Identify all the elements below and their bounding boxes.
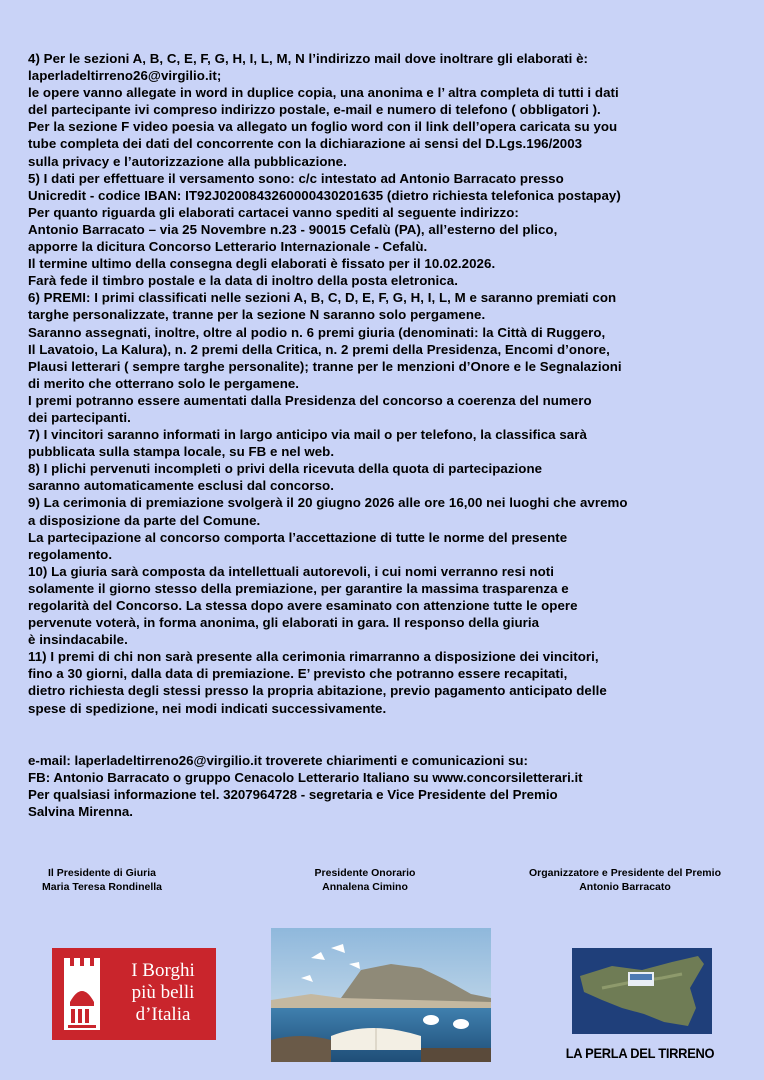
- rules-text-line: pubblicata sulla stampa locale, su FB e nel web.: [28, 444, 335, 460]
- rules-text-line: pervenute voterà, in forma anonima, gli elaborati in gara. Il responso della giuria: [28, 615, 540, 631]
- contact-name-line: Salvina Mirenna.: [28, 804, 133, 820]
- perla-del-tirreno-caption: LA PERLA DEL TIRRENO: [565, 1045, 715, 1061]
- rules-text-line: regolamento.: [28, 546, 113, 562]
- rules-text-line: laperladeltirreno26@virgilio.it;: [28, 68, 222, 84]
- rules-text-line: 7) I vincitori saranno informati in largo anticipo via mail o per telefono, la classifica sarà: [28, 427, 587, 443]
- rules-text-line: Plausi letterari ( sempre targhe personalite); tranne per le menzioni d’Onore e le Segnalazioni: [28, 358, 622, 374]
- rules-text-line: regolarità del Concorso. La stessa dopo avere esaminato con attenzione tutte le opere: [28, 598, 578, 613]
- rules-text-line: La partecipazione al concorso comporta l’accettazione di tutte le norme del presente: [28, 529, 568, 545]
- logo-text-line: più belli: [131, 982, 195, 1003]
- signature-name: Maria Teresa Rondinella: [41, 881, 162, 893]
- signature-jury-president: [22, 866, 182, 894]
- signature-organizer: [500, 866, 750, 894]
- rules-text-line: Per la sezione F video poesia va allegato un foglio word con il link dell’opera caricata su you: [28, 119, 618, 135]
- rules-text-line: I premi potranno essere aumentati dalla Presidenza del concorso a coerenza del numero: [28, 392, 592, 408]
- rules-text-line: Il termine ultimo della consegna degli elaborati è fissato per il 10.02.2026.: [28, 256, 496, 272]
- rules-text-line: è insindacabile.: [28, 632, 128, 648]
- cefalu-book-photo: [271, 928, 491, 1062]
- rules-text-line: dietro richiesta degli stessi presso la propria abitazione, previo pagamento anticipato delle: [28, 683, 607, 699]
- rules-text-line: Farà fede il timbro postale e la data di inoltro della posta eletronica.: [28, 273, 458, 289]
- rules-text-line: fino a 30 giorni, dalla data di premiazione. E’ previsto che potranno essere recapitati,: [28, 666, 568, 682]
- rules-text-line: 9) La cerimonia di premiazione svolgerà il 20 giugno 2026 alle ore 16,00 nei luoghi che avremo: [28, 495, 628, 511]
- rules-text-line: spese di spedizione, nei modi indicati successivamente.: [28, 700, 387, 716]
- rules-text-line: Il Lavatoio, La Kalura), n. 2 premi della Critica, n. 2 premi della Presidenza, Encomi d’onore,: [28, 341, 610, 357]
- rules-text-line: del partecipante ivi compreso indirizzo postale, e-mail e numero di telefono ( obbligatori ).: [28, 102, 601, 118]
- contact-info-line: Per qualsiasi informazione tel. 3207964728 - segretaria e Vice Presidente del Premio: [28, 787, 558, 803]
- signature-honorary-president: [290, 866, 440, 894]
- rules-text-line: sulla privacy e l’autorizzazione alla pubblicazione.: [28, 153, 347, 169]
- rules-text-line: 11) I premi di chi non sarà presente alla cerimonia rimarranno a disposizione dei vincitori,: [28, 649, 599, 665]
- contact-fb-line: FB: Antonio Barracato o gruppo Cenacolo Letterario Italiano su www.concorsiletterari.it: [28, 770, 583, 786]
- rules-text-line: Unicredit - codice IBAN: IT92J0200843260000430201635 (dietro richiesta telefonica postapay): [28, 187, 621, 203]
- contact-block: [28, 752, 753, 820]
- rules-text-line: Per quanto riguarda gli elaborati cartacei vanno spediti al seguente indirizzo:: [28, 204, 519, 220]
- logo-text-line: d’Italia: [135, 1004, 191, 1025]
- sicily-satellite-map: [572, 948, 712, 1034]
- rules-text-line: saranno automaticamente esclusi dal concorso.: [28, 478, 334, 494]
- castle-tower-icon: [60, 956, 110, 1034]
- signature-role: Presidente Onorario: [314, 867, 416, 879]
- rules-text-line: 4) Per le sezioni A, B, C, E, F, G, H, I, L, M, N l’indirizzo mail dove inoltrare gli elaborati è:: [28, 51, 589, 66]
- rules-text-line: targhe personalizzate, tranne per la sezione N saranno solo pergamene.: [28, 307, 486, 323]
- rules-text-line: 5) I dati per effettuare il versamento sono: c/c intestato ad Antonio Barracato presso: [28, 170, 564, 186]
- rules-text: [28, 50, 753, 717]
- rules-text-line: le opere vanno allegate in word in duplice copia, una anonima e l’ altra completa di tutti i dati: [28, 85, 619, 101]
- rules-text-line: 8) I plichi pervenuti incompleti o privi della ricevuta della quota di partecipazione: [28, 461, 543, 477]
- signature-name: Antonio Barracato: [579, 881, 671, 893]
- borghi-piu-belli-logo: [52, 948, 216, 1040]
- rules-text-line: apporre la dicitura Concorso Letterario Internazionale - Cefalù.: [28, 239, 428, 255]
- signature-name: Annalena Cimino: [322, 881, 408, 893]
- rules-text-line: Saranno assegnati, inoltre, oltre al podio n. 6 premi giuria (denominati: la Città di Ruggero,: [28, 324, 606, 340]
- rules-text-line: 6) PREMI: I primi classificati nelle sezioni A, B, C, D, E, F, G, H, I, L, M e saranno premiati con: [28, 290, 617, 306]
- rules-text-line: dei partecipanti.: [28, 409, 131, 425]
- contact-email-line: e-mail: laperladeltirreno26@virgilio.it troverete chiarimenti e comunicazioni su:: [28, 753, 528, 768]
- rules-text-line: solamente il giorno stesso della premiazione, per garantire la massima trasparenza e: [28, 580, 569, 596]
- rules-text-line: di merito che otterrano solo le pergamene.: [28, 375, 300, 391]
- signature-role: Il Presidente di Giuria: [48, 867, 156, 879]
- rules-text-line: 10) La giuria sarà composta da intellettuali autorevoli, i cui nomi verranno resi noti: [28, 563, 554, 579]
- signature-role: Organizzatore e Presidente del Premio: [529, 867, 721, 879]
- rules-text-line: tube completa dei dati del concorrente con la dichiarazione ai sensi del D.Lgs.196/2003: [28, 136, 583, 152]
- logo-text-line: I Borghi: [131, 960, 195, 981]
- rules-text-line: a disposizione da parte del Comune.: [28, 512, 261, 528]
- rules-text-line: Antonio Barracato – via 25 Novembre n.23 - 90015 Cefalù (PA), all’esterno del plico,: [28, 221, 558, 237]
